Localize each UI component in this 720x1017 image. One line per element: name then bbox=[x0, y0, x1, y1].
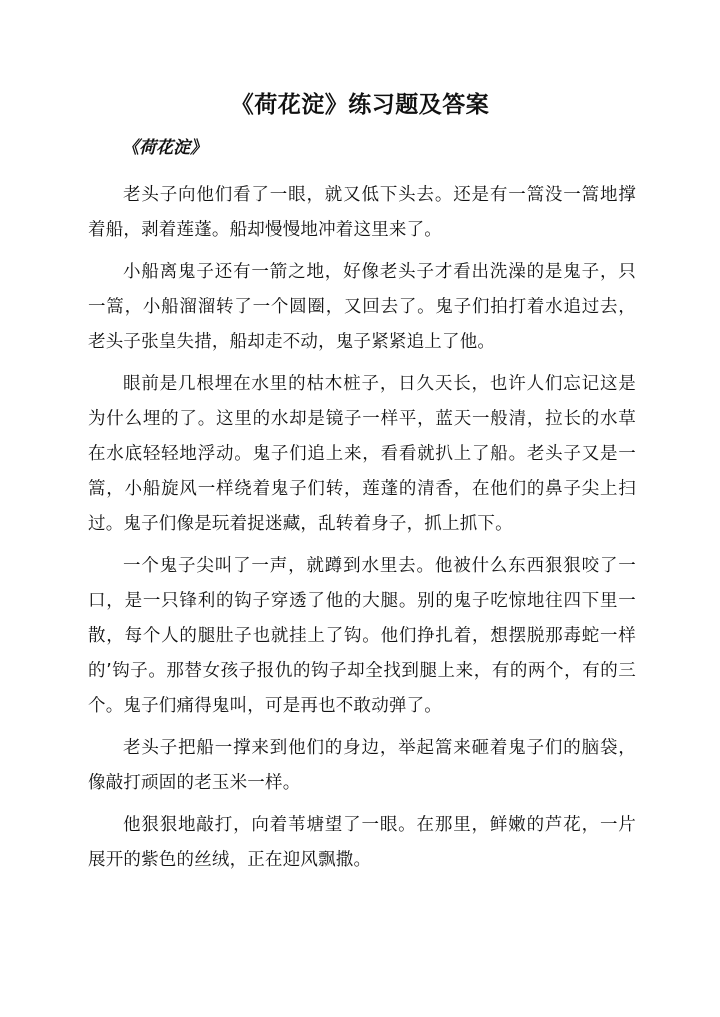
paragraph: 老头子把船一撑来到他们的身边，举起篙来砸着鬼子们的脑袋，像敲打顽固的老玉米一样。 bbox=[88, 738, 636, 793]
paragraph: 一个鬼子尖叫了一声，就蹲到水里去。他被什么东西狠狠咬了一口，是一只锋利的钩子穿透了他的大腿。别的鬼子吃惊地往四下里一散，每个人的腿肚子也就挂上了钩。他们挣扎着，想摆脱那毒蛇一样的’钩子。那替女孩子报仇的钩子却全找到腿上来，有的两个，有的三个。鬼子们痛得鬼叫，可是再也不敢动弹了。 bbox=[88, 556, 636, 716]
paragraph: 小船离鬼子还有一箭之地，好像老头子才看出洗澡的是鬼子，只一篙，小船溜溜转了一个圆圈，又回去了。鬼子们拍打着水追过去，老头子张皇失措，船却走不动，鬼子紧紧追上了他。 bbox=[88, 262, 636, 352]
section-heading: 《荷花淀》 bbox=[122, 138, 207, 158]
paragraph: 老头子向他们看了一眼，就又低下头去。还是有一篙没一篙地撑着船，剥着莲蓬。船却慢慢地冲着这里来了。 bbox=[88, 185, 636, 240]
document-title: 《荷花淀》练习题及答案 bbox=[230, 92, 490, 118]
paragraph: 眼前是几根埋在水里的枯木桩子，日久天长，也许人们忘记这是为什么埋的了。这里的水却是镜子一样平，蓝天一般清，拉长的水草在水底轻轻地浮动。鬼子们追上来，看看就扒上了船。老头子又是一篙，小船旋风一样绕着鬼子们转，莲蓬的清香，在他们的鼻子尖上扫过。鬼子们像是玩着捉迷藏，乱转着身子，抓上抓下。 bbox=[88, 374, 636, 534]
document-body bbox=[88, 178, 636, 885]
paragraph: 他狠狠地敲打，向着苇塘望了一眼。在那里，鲜嫩的芦花，一片展开的紫色的丝绒，正在迎风飘撒。 bbox=[88, 815, 636, 870]
